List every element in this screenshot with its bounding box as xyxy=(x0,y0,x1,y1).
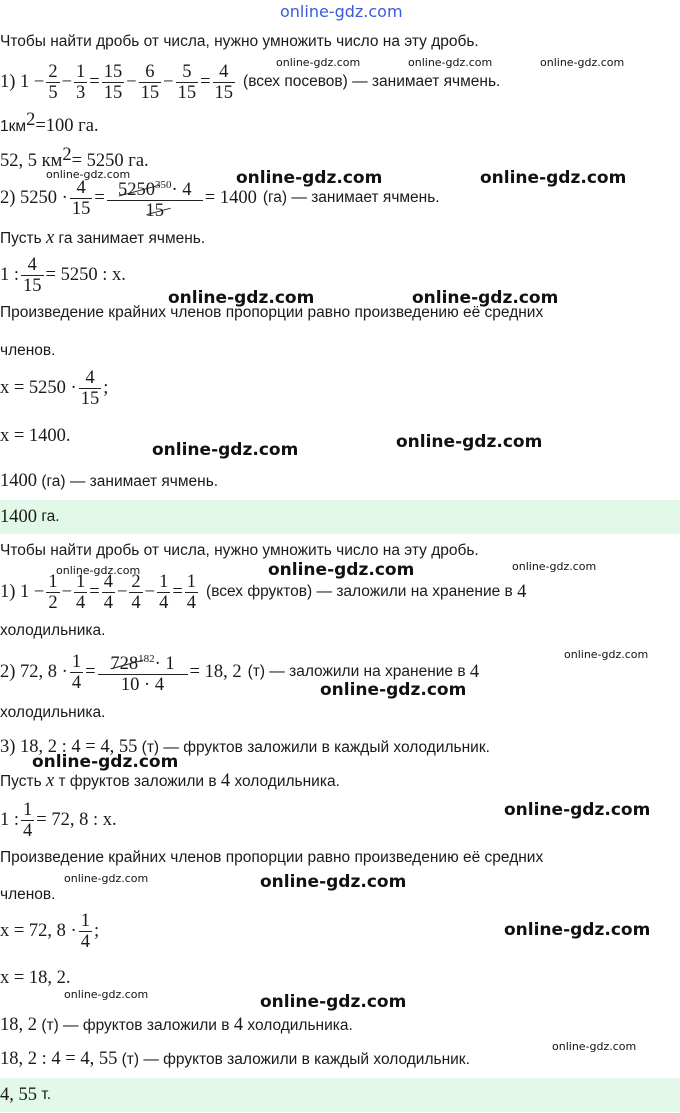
answer-box-1: 1400 га. xyxy=(0,500,680,534)
result-line-2-2: 18, 2 : 4 = 4, 55 (т) — фруктов заложили в каждый холодильник. xyxy=(0,1049,470,1069)
fraction: $\frac{5}{15}$ xyxy=(177,61,197,103)
x-equation-2: x = 1400. xyxy=(0,426,71,446)
watermark: online-gdz.com xyxy=(168,288,315,308)
fraction: $\frac{4}{15}$ xyxy=(23,254,42,296)
op: = xyxy=(89,71,100,92)
let-line: Пусть x га занимает ячмень. xyxy=(0,228,206,248)
fraction: $\frac{2}{4}$ xyxy=(131,571,141,613)
fraction: $\frac{4}{15}$ xyxy=(214,61,234,103)
step-2-1-cont: холодильника. xyxy=(0,622,106,639)
fraction: $\frac{15}{15}$ xyxy=(103,61,123,103)
step-2-2-cont: холодильника. xyxy=(0,704,106,721)
fraction: $\frac{1}{4}$ xyxy=(71,651,82,693)
let-line-2: Пусть x т фруктов заложили в 4 холодильника. xyxy=(0,771,340,791)
proportion: 1 : $\frac{4}{15}$ = 5250 : x. xyxy=(0,254,126,296)
watermark: online-gdz.com xyxy=(56,564,141,577)
op: = xyxy=(200,71,211,92)
fraction: $\frac{1}{3}$ xyxy=(76,61,86,103)
expr: 1) 1 − xyxy=(0,71,45,92)
answer-box-2: 4, 55 т. xyxy=(0,1078,680,1112)
fraction: $\frac{6}{15}$ xyxy=(140,61,160,103)
fraction: $\frac{4}{15}$ xyxy=(80,367,100,409)
prod-rule-2-2: членов. xyxy=(0,886,56,903)
step-text: (всех посевов) — занимает ячмень. xyxy=(243,73,501,90)
result-line: 1400 (га) — занимает ячмень. xyxy=(0,471,219,491)
op: − xyxy=(61,71,73,92)
watermark: online-gdz.com xyxy=(46,168,131,181)
prod-rule-2-1: Произведение крайних членов пропорции равно произведению её средних xyxy=(0,849,544,866)
watermark: online-gdz.com xyxy=(412,288,559,308)
watermark: online-gdz.com xyxy=(396,432,543,452)
proportion-2: 1 : $\frac{1}{4}$ = 72, 8 : x. xyxy=(0,799,117,841)
op: − xyxy=(163,71,174,92)
watermark: online-gdz.com xyxy=(480,168,627,188)
prod-rule-1: Произведение крайних членов пропорции равно произведению её средних xyxy=(0,304,544,321)
x-equation-2-2: x = 18, 2. xyxy=(0,968,71,988)
result-line-2-1: 18, 2 (т) — фруктов заложили в 4 холодильника. xyxy=(0,1015,353,1035)
rule-text-2: Чтобы найти дробь от числа, нужно умножить число на эту дробь. xyxy=(0,542,479,559)
site-watermark-top: online-gdz.com xyxy=(280,2,403,21)
prod-rule-2: членов. xyxy=(0,342,56,359)
fraction: $\frac{728^{182}\cdot 1}{10 \cdot 4}$ xyxy=(98,649,188,695)
watermark: online-gdz.com xyxy=(408,56,493,69)
watermark: online-gdz.com xyxy=(260,872,407,892)
step-2-3: 3) 18, 2 : 4 = 4, 55 (т) — фруктов заложили в каждый холодильник. xyxy=(0,737,490,757)
km-line: $1км^2=100$ га. xyxy=(0,110,99,137)
watermark: online-gdz.com xyxy=(552,1040,637,1053)
watermark: online-gdz.com xyxy=(236,168,383,188)
watermark: online-gdz.com xyxy=(504,920,651,940)
fraction: $\frac{4}{15}$ xyxy=(71,177,91,219)
step-2-1: 1) 1 − $\frac{1}{2}$ − $\frac{1}{4}$ = $\frac{4}{4}$ − $\frac{2}{4}$ − $\frac{1}{4}$ = $\frac{1}{4}$ (всех фруктов) — заложили на хранение в 4 xyxy=(0,571,527,613)
watermark: online-gdz.com xyxy=(512,560,597,573)
fraction: $\frac{2}{5}$ xyxy=(48,61,58,103)
watermark: online-gdz.com xyxy=(64,988,149,1001)
watermark: online-gdz.com xyxy=(260,992,407,1012)
fraction: $\frac{1}{4}$ xyxy=(80,910,90,952)
watermark: online-gdz.com xyxy=(268,560,415,580)
watermark: online-gdz.com xyxy=(276,56,361,69)
watermark: online-gdz.com xyxy=(64,872,149,885)
fraction: $\frac{1}{4}$ xyxy=(76,571,86,613)
fraction: $\frac{1}{4}$ xyxy=(186,571,197,613)
fraction: $\frac{1}{4}$ xyxy=(23,799,33,841)
step-2: 2) 5250 · $\frac{4}{15}$ = $\frac{5250^{350}\cdot 4}{15}$ = 1400 (га) — занимает ячмень. xyxy=(0,174,440,222)
watermark: online-gdz.com xyxy=(564,648,649,661)
watermark: online-gdz.com xyxy=(152,440,299,460)
step-2-2: 2) 72, 8 · $\frac{1}{4}$ = $\frac{728^{182}\cdot 1}{10 \cdot 4}$ = 18, 2 (т) — заложили на хранение в 4 xyxy=(0,648,479,696)
watermark: online-gdz.com xyxy=(540,56,625,69)
x-equation-2-1: x = 72, 8 · $\frac{1}{4}$ ; xyxy=(0,910,100,952)
x-equation-1: x = 5250 · $\frac{4}{15}$ ; xyxy=(0,367,109,409)
fraction: $\frac{1}{2}$ xyxy=(48,571,58,613)
rule-text: Чтобы найти дробь от числа, нужно умножить число на эту дробь. xyxy=(0,33,479,50)
area-line: 52, 5 $км^2= 5250$ га. xyxy=(0,145,149,172)
fraction: $\frac{1}{4}$ xyxy=(159,571,169,613)
fraction: $\frac{5250^{350}\cdot 4}{15}$ xyxy=(107,175,203,221)
watermark: online-gdz.com xyxy=(32,752,179,772)
fraction: $\frac{4}{4}$ xyxy=(103,571,113,613)
op: − xyxy=(126,71,137,92)
watermark: online-gdz.com xyxy=(320,680,467,700)
watermark: online-gdz.com xyxy=(504,800,651,820)
